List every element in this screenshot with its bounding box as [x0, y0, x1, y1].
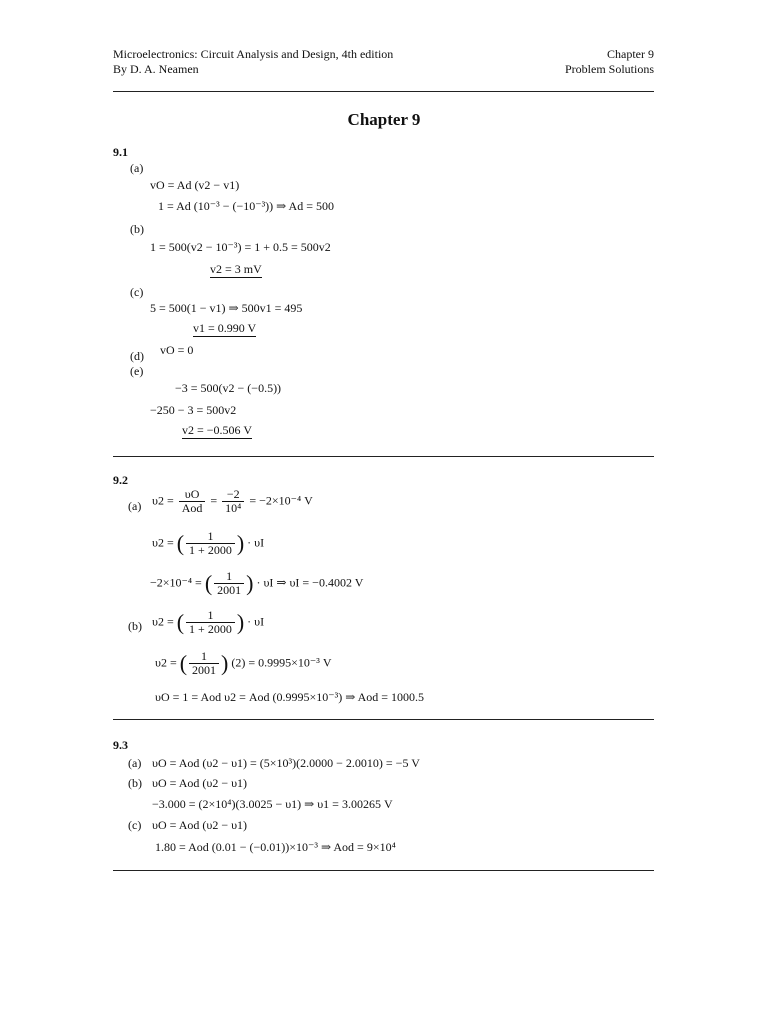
header-rule: [113, 91, 654, 92]
header-book-title: Microelectronics: Circuit Analysis and Design, 4th edition: [113, 47, 394, 61]
equation: vO = Ad (v2 − v1): [150, 178, 240, 192]
part-label: (c): [128, 818, 142, 832]
equation: υO = Aod (υ2 − υ1): [152, 818, 248, 832]
part-label: (d): [130, 349, 144, 363]
part-label: (c): [130, 285, 144, 299]
equation: υO = Aod (υ2 − υ1) = (5×10³)(2.0000 − 2.0010) = −5 V: [152, 756, 420, 770]
equation: −250 − 3 = 500v2: [150, 403, 237, 417]
header-author: By D. A. Neamen: [113, 62, 199, 76]
equation: υO = 1 = Aod υ2 = Aod (0.9995×10⁻³) ⇒ Aod = 1000.5: [155, 690, 425, 704]
part-label: (b): [128, 619, 142, 633]
equation: vO = 0: [160, 343, 194, 357]
part-label: (b): [128, 776, 142, 790]
equation: −3 = 500(v2 − (−0.5)): [175, 381, 282, 395]
result: v2 = 3 mV: [210, 262, 262, 276]
equation: 1.80 = Aod (0.01 − (−0.01))×10⁻³ ⇒ Aod = 9×10⁴: [155, 840, 396, 854]
equation: υ2 = ( $\frac{1}{1 + 2000}$ ) · υI: [152, 529, 265, 557]
problem-number: 9.1: [113, 145, 128, 159]
section-divider: [113, 456, 654, 457]
problem-number: 9.3: [113, 738, 128, 752]
equation: υ2 = $\frac{\upsilon O}{\text{Aod}}$ = $\frac{-2}{\text{10⁴}}$ = −2×10⁻⁴ V: [152, 487, 313, 515]
equation: −3.000 = (2×10⁴)(3.0025 − υ1) ⇒ υ1 = 3.00265 V: [152, 797, 393, 811]
result: v1 = 0.990 V: [193, 321, 257, 335]
part-label: (e): [130, 364, 144, 378]
equation: υO = Aod (υ2 − υ1): [152, 776, 248, 790]
problem-number: 9.2: [113, 473, 128, 487]
part-label: (a): [130, 161, 144, 175]
part-label: (a): [128, 499, 142, 513]
equation: 1 = 500(v2 − 10⁻³) = 1 + 0.5 = 500v2: [150, 240, 331, 254]
part-label: (a): [128, 756, 142, 770]
equation: −2×10⁻⁴ = ( $\frac{1}{2001}$ ) · υI ⇒ υI = −0.4002 V: [150, 569, 364, 597]
equation: υ2 = ( $\frac{1}{2001}$ ) (2) = 0.9995×10⁻³ V: [155, 649, 332, 677]
section-divider: [113, 870, 654, 871]
equation: 1 = Ad (10⁻³ − (−10⁻³)) ⇒ Ad = 500: [158, 199, 334, 213]
equation: 5 = 500(1 − v1) ⇒ 500v1 = 495: [150, 301, 303, 315]
header-section: Problem Solutions: [564, 62, 654, 76]
page-title: Chapter 9: [347, 110, 421, 129]
equation: υ2 = ( $\frac{1}{1 + 2000}$ ) · υI: [152, 608, 265, 636]
result: v2 = −0.506 V: [182, 423, 252, 437]
section-divider: [113, 719, 654, 720]
header-chapter: Chapter 9: [607, 47, 654, 61]
part-label: (b): [130, 222, 144, 236]
